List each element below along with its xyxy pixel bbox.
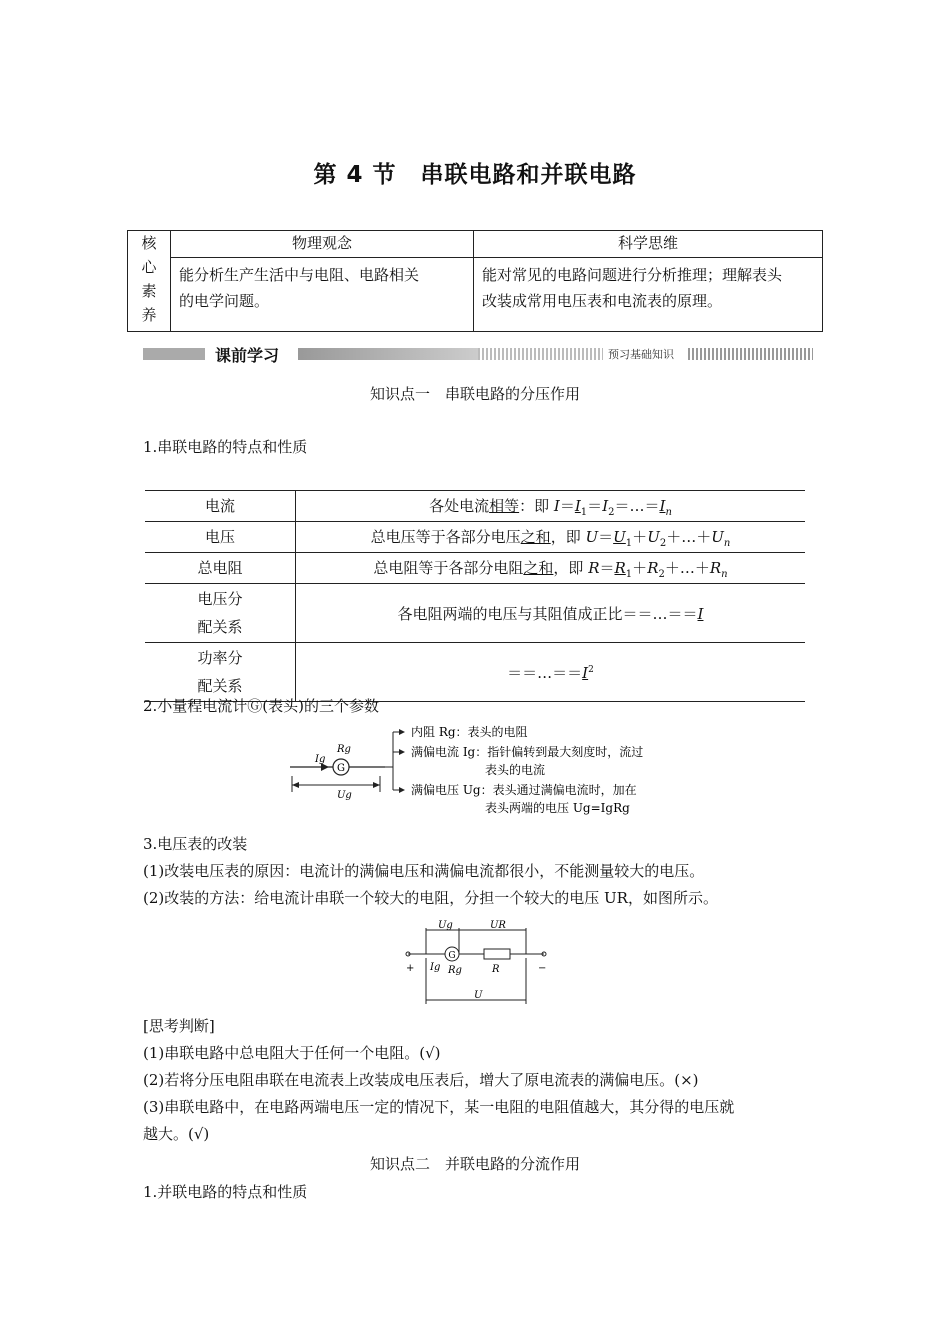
- row-value: 各电阻两端的电压与其阻值成正比＝＝…＝＝I: [296, 584, 806, 643]
- table-row: [145, 643, 805, 702]
- col2-header: 科学思维: [474, 231, 823, 258]
- paragraph-reason: (1)改装电压表的原因：电流计的满偏电压和满偏电流都很小，不能测量较大的电压。: [143, 862, 705, 880]
- table-row: [145, 491, 805, 522]
- knowledge-point-1: 知识点一 串联电路的分压作用: [369, 385, 580, 403]
- svg-text:Rg: Rg: [337, 744, 351, 755]
- row-value: 总电压等于各部分电压之和，即 $U=U_1+U_2+\dots+U_n$: [296, 522, 806, 553]
- svg-text:Ug: Ug: [337, 790, 352, 801]
- svg-text:UR: UR: [490, 920, 506, 931]
- core-literacy-table: [127, 230, 823, 332]
- side-char: 心: [141, 258, 157, 276]
- voltmeter-circuit-diagram: [398, 918, 553, 1010]
- svg-text:G: G: [337, 763, 345, 774]
- core-side-label: [128, 231, 171, 332]
- param-current: 满偏电流 Ig：指针偏转到最大刻度时，流过: [411, 745, 644, 759]
- row-key: 电压: [145, 522, 296, 553]
- side-char: 素: [141, 282, 157, 300]
- col1-body: [171, 258, 474, 332]
- col2-body: [474, 258, 823, 332]
- side-char: 养: [141, 306, 157, 324]
- subheading-series: 1.串联电路的特点和性质: [143, 438, 308, 456]
- table-row: [145, 553, 805, 584]
- param-resistance: 内阻 Rg：表头的电阻: [411, 725, 528, 739]
- subheading-parallel: 1.并联电路的特点和性质: [143, 1183, 308, 1201]
- subheading-voltmeter: 3.电压表的改装: [143, 835, 248, 853]
- svg-text:Ug: Ug: [438, 920, 453, 931]
- text-line: 能对常见的电路问题进行分析推理；理解表头: [482, 266, 783, 284]
- subheading-galvanometer: 2.小量程电流计Ⓖ(表头)的三个参数: [143, 697, 380, 715]
- think-heading: [思考判断]: [143, 1017, 215, 1035]
- page-title: 第 4 节 串联电路和并联电路: [313, 162, 637, 188]
- param-voltage: 满偏电压 Ug：表头通过满偏电流时，加在: [411, 783, 637, 797]
- section-bar: [143, 345, 813, 363]
- knowledge-point-2: 知识点二 并联电路的分流作用: [369, 1155, 580, 1173]
- col1-header: 物理观念: [171, 231, 474, 258]
- svg-text:G: G: [448, 951, 456, 961]
- svg-text:Ig: Ig: [315, 754, 326, 765]
- svg-text:+: +: [406, 963, 415, 974]
- svg-text:−: −: [538, 963, 547, 974]
- row-key: 电压分 配关系: [145, 584, 296, 643]
- series-table: [145, 490, 805, 702]
- row-value: $==\dots==I^2$: [296, 643, 806, 702]
- svg-text:U: U: [474, 990, 483, 1001]
- section-label: 课前学习: [215, 346, 280, 365]
- side-char: 核: [141, 234, 157, 252]
- row-key: 总电阻: [145, 553, 296, 584]
- table-row: [145, 584, 805, 643]
- svg-text:Ig: Ig: [430, 962, 441, 973]
- row-key: 功率分 配关系: [145, 643, 296, 702]
- text-line: 能分析生产生活中与电阻、电路相关: [179, 266, 420, 284]
- galvanometer-diagram: [285, 722, 645, 822]
- section-sublabel: 预习基础知识: [608, 348, 674, 361]
- row-value: 总电阻等于各部分电阻之和，即 $R=R_1+R_2+\dots+R_n$: [296, 553, 806, 584]
- row-value: 各处电流相等：即 $I=I_1=I_2=\dots=I_n$: [296, 491, 806, 522]
- svg-text:表头两端的电压 Ug=IgRg: 表头两端的电压 Ug=IgRg: [485, 801, 630, 815]
- resistor-icon: [484, 949, 510, 959]
- table-row: [145, 522, 805, 553]
- judgment-1: (1)串联电路中总电阻大于任何一个电阻。(√): [143, 1044, 441, 1062]
- text-line: 的电学问题。: [179, 292, 270, 310]
- row-key: 电流: [145, 491, 296, 522]
- svg-text:表头的电流: 表头的电流: [485, 763, 546, 777]
- judgment-2: (2)若将分压电阻串联在电流表上改装成电压表后，增大了原电流表的满偏电压。(×): [143, 1071, 699, 1089]
- judgment-3-cont: 越大。(√): [143, 1125, 210, 1143]
- judgment-3: (3)串联电路中，在电路两端电压一定的情况下，某一电阻的电阻值越大，其分得的电压就: [143, 1098, 735, 1116]
- svg-text:R: R: [492, 964, 500, 975]
- text-line: 改装成常用电压表和电流表的原理。: [482, 292, 723, 310]
- paragraph-method: (2)改装的方法：给电流计串联一个较大的电阻，分担一个较大的电压 UR，如图所示。: [143, 889, 718, 907]
- svg-text:Rg: Rg: [448, 965, 462, 976]
